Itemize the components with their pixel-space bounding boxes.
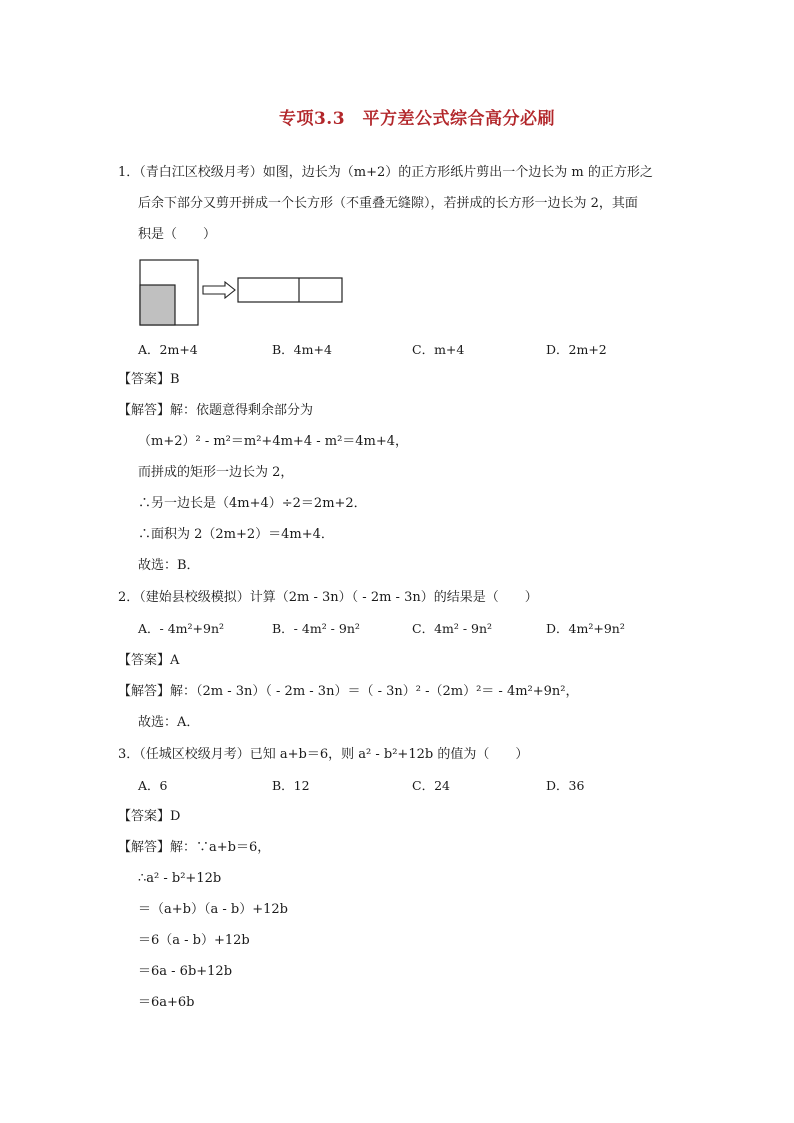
q1-option-a: A．2m+4	[138, 342, 198, 357]
q1-solution-line-2: （m+2）² - m²＝m²+4m+4 - m²＝4m+4，	[138, 434, 409, 449]
q1-stem-line-1: 1．（青白江区校级月考）如图，边长为（m+2）的正方形纸片剪出一个边长为 m 的正方形之	[118, 165, 653, 180]
q3-solution-line-1: 【解答】解：∵a+b＝6，	[118, 840, 271, 855]
q1-solution-line-5: ∴面积为 2（2m+2）＝4m+4．	[138, 527, 334, 542]
q1-option-b: B．4m+4	[272, 342, 332, 357]
q3-stem: 3．（任城区校级月考）已知 a+b＝6，则 a² - b²+12b 的值为（ ）	[118, 747, 529, 762]
result-rectangle	[238, 278, 342, 302]
q1-option-d: D．2m+2	[546, 342, 607, 357]
q2-solution-line-2: 故选：A．	[138, 715, 200, 730]
page-title: 专项3.3 平方差公式综合高分必刷	[278, 109, 556, 129]
arrow-right-icon	[203, 282, 235, 298]
q1-solution-line-3: 而拼成的矩形一边长为 2，	[138, 465, 294, 480]
q1-stem-line-2: 后余下部分又剪开拼成一个长方形（不重叠无缝隙），若拼成的长方形一边长为 2，其面	[138, 196, 638, 211]
q1-solution-line-1: 【解答】解：依题意得剩余部分为	[118, 403, 314, 418]
q2-option-b: B．- 4m² - 9n²	[272, 621, 360, 636]
q2-solution-line-1: 【解答】解：（2m - 3n）（ - 2m - 3n）＝（ - 3n）² -（2m）²＝ - 4m²+9n²，	[118, 684, 579, 699]
q3-option-c: C．24	[412, 778, 450, 793]
q3-option-b: B．12	[272, 778, 310, 793]
q2-stem: 2．（建始县校级模拟）计算（2m - 3n）（ - 2m - 3n）的结果是（ ）	[118, 590, 538, 605]
q1-option-c: C．m+4	[412, 342, 465, 357]
q3-option-a: A．6	[138, 778, 168, 793]
q3-solution-line-3: ＝（a+b）（a - b）+12b	[138, 902, 288, 917]
q2-option-d: D．4m²+9n²	[546, 621, 625, 636]
q3-solution-line-4: ＝6（a - b）+12b	[138, 933, 250, 948]
q3-solution-line-6: ＝6a+6b	[138, 995, 195, 1010]
q2-answer: 【答案】A	[118, 653, 180, 668]
q2-option-c: C．4m² - 9n²	[412, 621, 493, 636]
q1-solution-line-6: 故选：B．	[138, 558, 200, 573]
cut-square	[140, 285, 175, 325]
q1-stem-line-3: 积是（ ）	[138, 227, 217, 242]
q1-answer: 【答案】B	[118, 372, 180, 387]
q3-option-d: D．36	[546, 778, 585, 793]
q3-answer: 【答案】D	[118, 809, 181, 824]
q1-figure	[139, 259, 349, 329]
q2-option-a: A．- 4m²+9n²	[138, 621, 225, 636]
q1-solution-line-4: ∴另一边长是（4m+4）÷2＝2m+2．	[138, 496, 367, 511]
q3-solution-line-5: ＝6a - 6b+12b	[138, 964, 233, 979]
q3-solution-line-2: ∴a² - b²+12b	[138, 871, 222, 886]
